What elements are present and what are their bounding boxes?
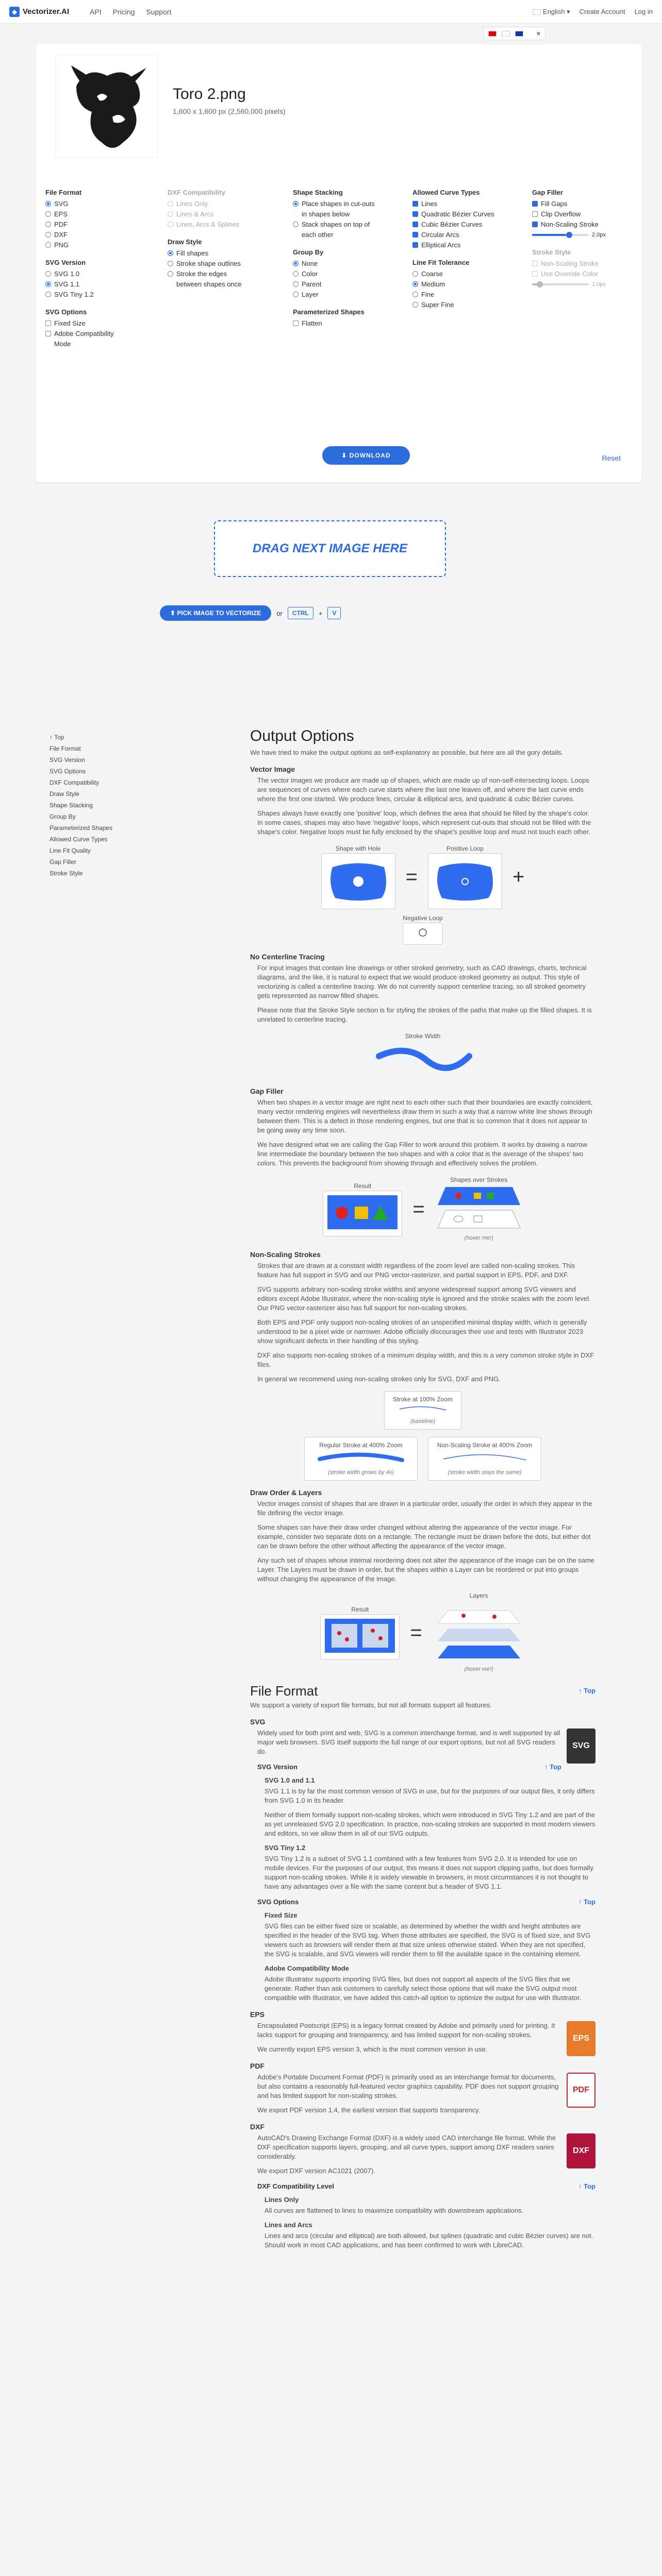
draw-stroke-outlines[interactable]: Stroke shape outlines [168,259,250,269]
paragraph: Please note that the Stroke Style section is for styling the strokes of the paths that make up the filled shapes. It is unrelated to centerline tracing. [257,1006,592,1023]
shape-with-hole-image [325,857,392,903]
paragraph: Adobe Illustrator supports importing SVG files, but does not support all aspects of the SVG files that we generate. Rather than ask customers to carefully select those options that will make the SVG output most compatible with Illustrator, we have added this catch-all option to optimize the output for use with Illustrator. [264,1975,582,2002]
options-col-curves [412,188,510,317]
toc-sidebar [49,732,112,879]
flag-icon[interactable] [488,31,496,37]
toc-group-by[interactable]: Group By [49,813,76,820]
reset-link[interactable]: Reset [602,454,621,462]
figure-stroke-width [250,1031,595,1079]
top-link[interactable]: ↑ Top [578,1898,595,1906]
top-link[interactable]: ↑ Top [544,1763,561,1771]
svg-version-tiny[interactable]: SVG Tiny 1.2 [45,290,123,300]
draw-style-title: Draw Style [168,238,202,246]
lines-only-heading: Lines Only [264,2196,299,2204]
paragraph: SVG 1.1 is by far the most common version of SVG in use, but for the purposes of our output files, it only differs from SVG 1.0 in its header. [264,1787,595,1804]
paragraph: Adobe's Portable Document Format (PDF) is primarily used as an interchange format for documents, but also contains a reasonably full-featured vector graphics capability. PDF does not support grouping and has limited support for non-scaling strokes. [257,2073,559,2099]
figure-label: Regular Stroke at 400% Zoom [319,1442,403,1449]
paragraph: Lines and arcs (circular and elliptical) are both allowed, but splines (quadratic and cubic Bézier curves) are not. Should work in most CAD applications, and has been confirmed to work with LibreCAD. [264,2232,593,2249]
flag-icon[interactable] [502,31,510,37]
flag-icon[interactable] [515,31,523,37]
toc-gap-filler[interactable]: Gap Filler [49,858,77,866]
pick-image-button[interactable]: ⬆ PICK IMAGE TO VECTORIZE [160,605,271,621]
svg-tiny-heading: SVG Tiny 1.2 [264,1844,306,1852]
or-text: or [276,609,283,617]
stroke-non-scaling-checkbox[interactable]: Non-Scaling Stroke [532,259,630,269]
caption: (stroke width grows by 4x) [328,1469,394,1476]
options-card [36,44,641,482]
options-col-gap [532,188,630,297]
layers-result-image [324,1618,396,1654]
format-svg[interactable]: SVG [45,199,123,209]
paragraph: Widely used for both print and web, SVG is a common interchange format, and is well supported by all major web browsers. SVG itself supports the full range of our export options, but not all SVG readers do. [257,1729,560,1755]
paragraph: Neither of them formally support non-scaling strokes, which were introduced in SVG Tiny 1.2 and are part of the as yet unreleased SVG 2.0 specification. In practice, non-scaling strokes are supported in most modern viewers and editors, so we allow them in all of our SVG outputs. [264,1811,595,1837]
v-key: V [327,607,341,619]
paragraph: When two shapes in a vector image are right next to each other such that their boundaries are exactly coincident, many vector rendering engines will nevertheless draw them in such a way that a narrow white line shows through between them. This is a defect in those rendering engines, but one that is so common that it does not appear to be going away any time soon. [257,1098,593,1134]
svg-heading: SVG [250,1718,266,1726]
paragraph: We currently export EPS version 3, which is the most common version in use. [257,2045,488,2053]
nav-api[interactable]: API [90,7,102,16]
dxf-heading: DXF [250,2123,264,2131]
paragraph: The vector images we produce are made up of shapes, which are made up of non-self-intersecting loops. Loops are sequences of curves where each curve starts where the last one leaves off, and where the last curve ends where the first one started. We produce lines, circular & elliptical arcs, and quadratic & cubic Bézier curves. [257,776,589,803]
top-link[interactable]: ↑ Top [578,1687,595,1694]
vector-image-heading: Vector Image [250,765,295,773]
equals-sign: = [410,1621,422,1644]
toc-svg-options[interactable]: SVG Options [49,768,86,775]
draw-order-heading: Draw Order & Layers [250,1488,322,1497]
paragraph: AutoCAD's Drawing Exchange Format (DXF) is a widely used CAD interchange file format. While the DXF specification supports layers, grouping, and all curve types, support among DXF readers varies considerably. [257,2134,556,2160]
format-eps[interactable]: EPS [45,209,123,219]
paragraph: We support a variety of export file formats, but not all formats support all features. [250,1701,492,1709]
figure-loops [250,844,595,909]
figure-layers [250,1591,595,1674]
clip-overflow-checkbox[interactable]: Clip Overflow [532,209,630,219]
paragraph: For input images that contain line drawings or other stroked geometry, such as CAD drawings, charts, technical diagrams, and the like, it is natural to expect that we would produce stroked geometry as output. This style of vectorizing is called a centerline tracing. We do not currently support centerline tracing, so all stroked geometry gets represented as narrow filled shapes. [257,964,587,999]
equals-sign: = [405,865,418,888]
non-scaling-heading: Non-Scaling Strokes [250,1250,321,1259]
stacking-cutouts[interactable]: Place shapes in cut-outs in shapes below [293,199,380,219]
stacking-stack[interactable]: Stack shapes on top of each other [293,219,380,240]
figure-label: Positive Loop [446,845,484,852]
paragraph: Any such set of shapes whose internal reordering does not alter the appearance of the image can be on the same Layer. The Layers must be drawn in order, but the shapes within a Layer can be reordered or put into groups without changing the appearance of the image. [257,1556,595,1583]
create-account-link[interactable]: Create Account [579,8,625,15]
svg-options-heading: SVG Options ↑ Top [257,1898,595,1906]
shape-stacking-title: Shape Stacking [293,189,343,196]
svg-file-icon: SVG [567,1728,595,1764]
dxf-lines-only[interactable]: Lines Only [168,199,250,209]
svg-version-title: SVG Version [45,259,86,266]
options-col-format [45,188,123,357]
file-title: Toro 2.png [173,86,246,103]
paragraph: Shapes always have exactly one 'positive' loop, which defines the area that should be filled by the shape's color. In some cases, shapes may also have 'negative' loops, which represent cut-outs that should not be filled with the shape's color. Negative loops must be fully enclosed by the shape's positive loop and must not touch each other. [257,809,591,836]
drop-zone[interactable] [214,520,446,577]
paragraph: Strokes that are drawn at a constant width regardless of the zoom level are called non-scaling strokes. This feature has full support in SVG and our PNG vector-rasterizer, and partial support in EPS, PDF, and DXF. [257,1262,575,1279]
fit-coarse[interactable]: Coarse [412,269,510,279]
paragraph: We have designed what we are calling the Gap Filler to work around this problem. It works by drawing a narrow line intermediate the boundary between the two shapes and with a color that is the average of the shapes' two colors. This prevents the background from showing through and effectively solves the problem. [257,1141,587,1167]
toc-stroke-style[interactable]: Stroke Style [49,870,83,877]
fixed-size-checkbox[interactable]: Fixed Size [45,318,123,329]
drop-zone-text: DRAG NEXT IMAGE HERE [252,541,408,555]
gap-width-value: 2.0px [592,232,606,238]
caption: (baseline) [410,1418,436,1425]
toc-file-format[interactable]: File Format [49,745,81,752]
figure-label: Non-Scaling Stroke at 400% Zoom [437,1442,533,1449]
pdf-file-icon: PDF [567,2073,595,2108]
positive-loop-image [432,857,499,903]
line-fit-title: Line Fit Tolerance [412,259,470,266]
toc-line-fit[interactable]: Line Fit Quality [49,847,91,854]
gap-filler-title: Gap Filler [532,189,563,196]
centerline-heading: No Centerline Tracing [250,953,325,961]
figure-label: Shape with Hole [335,845,381,852]
toc-curve-types[interactable]: Allowed Curve Types [49,836,108,843]
intro-text: We have tried to make the output options as self-explanatory as possible, but here are all the gory details. [250,749,564,756]
gap-filler-heading: Gap Filler [250,1087,284,1095]
brand-name: Vectorizer.AI [23,7,70,16]
paragraph: Vector images consist of shapes that are drawn in a particular order, usually the order in which they appear in the file defining the vector image. [257,1500,592,1517]
stroke-width-image [371,1041,474,1077]
figure-label: Stroke Width [405,1032,441,1040]
toc-shape-stacking[interactable]: Shape Stacking [49,802,93,809]
figure-label: Layers [469,1592,488,1599]
lines-arcs-heading: Lines and Arcs [264,2221,312,2229]
documentation [250,727,595,2255]
top-bar [0,0,662,24]
login-link[interactable]: Log in [634,8,653,15]
figure-label: Stroke at 100% Zoom [392,1396,453,1403]
stroke-width-row [532,279,630,290]
file-format-heading: File Format ↑ Top [250,1683,595,1699]
image-thumbnail [55,55,158,158]
figure-label: Shapes over Strokes [450,1176,508,1183]
toc-svg-version[interactable]: SVG Version [49,756,85,764]
format-png[interactable]: PNG [45,240,123,250]
paragraph: Encapsulated Postscript (EPS) is a legacy format created by Adobe and primarily used for printing. It lacks support for grouping and transparency, and has limited support for non-scaling strokes. [257,2022,555,2039]
figure-gap-filler [250,1175,595,1243]
fill-gaps-checkbox[interactable]: Fill Gaps [532,199,630,209]
parameterized-title: Parameterized Shapes [293,308,365,316]
brand[interactable] [9,7,69,17]
output-options-title: Output Options [250,727,354,744]
curve-lines[interactable]: Lines [412,199,510,209]
nav-support[interactable]: Support [146,7,172,16]
globe-icon [533,9,541,15]
figure-label: Result [351,1606,369,1613]
options-col-dxf [168,188,250,297]
draw-fill[interactable]: Fill shapes [168,248,250,259]
group-color[interactable]: Color [293,269,380,279]
top-link[interactable]: ↑ Top [578,2182,595,2190]
group-none[interactable]: None [293,259,380,269]
fixed-size-heading: Fixed Size [264,1911,297,1919]
nav-pricing[interactable]: Pricing [112,7,135,16]
result-image [326,1194,399,1230]
stroke-100-image [389,1404,456,1414]
gap-width-slider[interactable] [532,234,589,236]
paragraph: SVG files can be either fixed size or scalable, as determined by whether the width and height attributes are specified in the header of the SVG tag. When those attributes are specified, the SVG is of fixed size, and SVG viewers such as browsers will render them at that size unless otherwise stated. When they are not specified, the SVG is scalable, and SVG viewers will render them to fill the available space in the containing element. [264,1922,591,1958]
gap-width-row [532,230,630,240]
fit-fine[interactable]: Fine [412,290,510,300]
figure-zoom-baseline [250,1391,595,1430]
paragraph: Some shapes can have their draw order changed without altering the appearance of the vector image. For example, consider two separate dots on a rectangle. The rectangle must be drawn before the dots, but either dot can be drawn before the other without affecting the appearance of the vector image. [257,1523,591,1550]
language-flags [484,27,545,40]
negative-loop-image [412,926,433,939]
bull-image [56,55,159,158]
options-col-stacking [293,188,380,336]
toc-draw-style[interactable]: Draw Style [49,790,80,798]
figure-negative-loop [250,913,595,945]
paragraph: DXF also supports non-scaling strokes of a minimum display width, and this is a very common stroke style in DXF files. [257,1351,594,1368]
figure-zoom-compare [250,1437,595,1481]
dxf-lines-arcs-splines[interactable]: Lines, Arcs & Splines [168,219,250,230]
paragraph: We export PDF version 1.4, the earliest version that supports transparency. [257,2106,481,2114]
shapes-over-strokes-image [435,1184,523,1231]
caption: (stroke width stays the same) [448,1469,522,1476]
plus-sign: + [512,865,525,888]
dxf-compat-title: DXF Compatibility [168,189,225,196]
figure-label: Result [354,1182,372,1190]
paragraph: In general we recommend using non-scaling strokes only for SVG, DXF and PNG. [257,1375,501,1383]
format-pdf[interactable]: PDF [45,219,123,230]
paragraph: SVG Tiny 1.2 is a subset of SVG 1.1 combined with a few features from SVG 2.0. It is intended for use on mobile devices. For the purposes of our output, this means it does not support clipping paths, but does formally support non-scaling strokes. While it is widely viewable in browsers, in most circumstances it is not thought to have any advantages over a file with the same content but a header of SVG 1.1. [264,1855,594,1890]
adobe-heading: Adobe Compatibility Mode [264,1964,349,1972]
main-nav [90,8,171,16]
eps-file-icon: EPS [567,2021,595,2056]
gap-non-scaling-checkbox[interactable]: Non-Scaling Stroke [532,219,630,230]
curve-elliptical[interactable]: Elliptical Arcs [412,240,510,250]
brand-logo-icon: ◆ [9,7,20,17]
curve-types-title: Allowed Curve Types [412,189,480,196]
group-by-title: Group By [293,248,324,256]
override-color-checkbox[interactable]: Use Override Color [532,269,630,279]
toc-parameterized[interactable]: Parameterized Shapes [49,824,113,832]
fit-super-fine[interactable]: Super Fine [412,300,510,310]
paragraph: All curves are flattened to lines to maximize compatibility with downstream applications. [264,2207,524,2214]
svg-options-title: SVG Options [45,308,87,316]
format-dxf[interactable]: DXF [45,230,123,240]
group-layer[interactable]: Layer [293,290,380,300]
hover-caption[interactable]: (hover me!) [464,1666,493,1672]
language-selector[interactable]: English ▾ [533,8,570,16]
paragraph: We export DXF version AC1021 (2007). [257,2167,375,2175]
hover-caption[interactable]: (hover me!) [464,1235,493,1241]
flatten-checkbox[interactable]: Flatten [293,318,380,329]
draw-stroke-edges[interactable]: Stroke the edges between shapes once [168,269,250,290]
group-parent[interactable]: Parent [293,279,380,290]
dxf-lines-arcs[interactable]: Lines & Arcs [168,209,250,219]
adobe-compat-checkbox[interactable]: Adobe Compatibility Mode [45,329,123,349]
plus-text: + [318,609,323,617]
file-format-title: File Format [45,189,82,196]
svg-version-heading: SVG Version ↑ Top [257,1763,561,1771]
fit-medium[interactable]: Medium [412,279,510,290]
paragraph: Both EPS and PDF only support non-scaling strokes of an unspecified minimal display width, which is generally understood to be a pixel wide or narrower. Adobe officially discourages their use and tests with Illustrator 2023 show significant defects in their handling of this styling. [257,1318,587,1345]
dxf-file-icon: DXF [567,2133,595,2168]
file-dimensions: 1,600 x 1,600 px (2,560,000 pixels) [173,107,286,115]
stroke-width-slider[interactable] [532,283,589,285]
close-icon[interactable]: ✕ [536,30,541,37]
stroke-width-value: 1.0px [592,281,606,287]
regular-stroke-image [309,1450,412,1465]
stroke-style-title: Stroke Style [532,248,571,256]
svg10-heading: SVG 1.0 and 1.1 [264,1776,315,1784]
pdf-heading: PDF [250,2062,264,2070]
equals-sign: = [412,1197,425,1221]
layers-stack-image [433,1600,525,1662]
paragraph: SVG supports arbitrary non-scaling stroke widths and anyone widespread support among SVG viewers and editors except Adobe Illustrator, where the non-scaling style is ignored and the stroke scales with the zoom level. Our PNG vector-rasterizer also has full support for non-scaling strokes. [257,1285,591,1312]
dxf-compat-heading: DXF Compatibility Level ↑ Top [257,2182,595,2190]
toc-dxf[interactable]: DXF Compatibility [49,779,100,786]
download-button[interactable]: ⬇ DOWNLOAD [322,446,410,465]
figure-label: Negative Loop [403,914,443,922]
curve-cubic[interactable]: Cubic Bézier Curves [412,219,510,230]
ctrl-key: CTRL [288,607,313,619]
curve-circular[interactable]: Circular Arcs [412,230,510,240]
curve-quadratic[interactable]: Quadratic Bézier Curves [412,209,510,219]
eps-heading: EPS [250,2010,265,2019]
non-scaling-stroke-image [433,1450,536,1465]
toc-top[interactable]: ↑ Top [49,734,64,741]
